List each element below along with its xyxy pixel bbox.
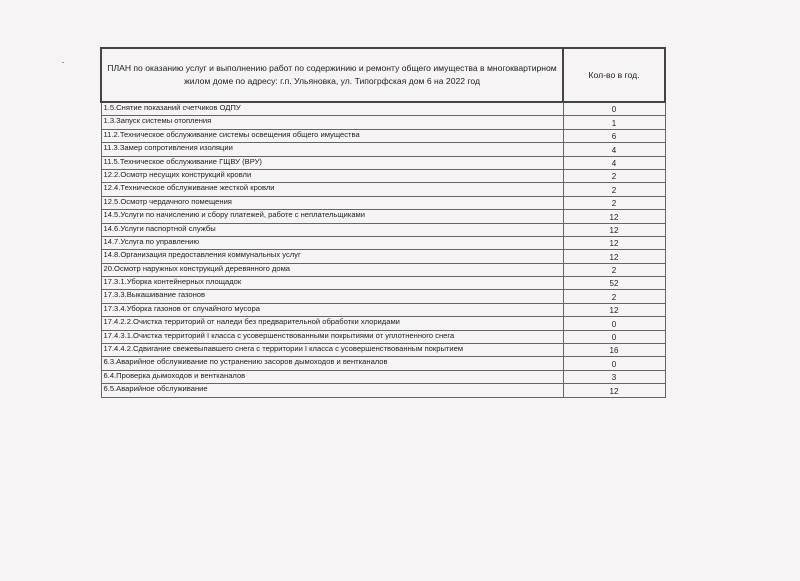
annual-count: 2 <box>563 169 665 182</box>
annual-count: 2 <box>563 183 665 196</box>
service-name: 17.3.4.Уборка газонов от случайного мусора <box>101 303 563 316</box>
service-name: 11.3.Замер сопротивления изоляции <box>101 143 563 156</box>
service-name: 14.5.Услуги по начислению и сбору платежей, работе с неплательщиками <box>101 210 563 223</box>
table-row <box>101 196 665 209</box>
scan-speck <box>62 62 64 63</box>
annual-count: 12 <box>563 384 665 397</box>
service-name: 11.2.Техническое обслуживание системы освещения общего имущества <box>101 129 563 142</box>
annual-count: 1 <box>563 116 665 129</box>
annual-count: 2 <box>563 290 665 303</box>
annual-count: 2 <box>563 263 665 276</box>
table-row <box>101 250 665 263</box>
service-name: 17.4.4.2.Сдвигание свежевыпавшего снега с территории I класса с усовершенствованным покрытием <box>101 344 563 357</box>
table-row <box>101 223 665 236</box>
service-name: 12.2.Осмотр несущих конструкций кровли <box>101 169 563 182</box>
annual-count: 12 <box>563 236 665 249</box>
table-row <box>101 317 665 330</box>
annual-count: 4 <box>563 143 665 156</box>
table-row <box>101 384 665 397</box>
service-name: 17.3.1.Уборка контейнерных площадок <box>101 277 563 290</box>
service-name: 17.4.3.1.Очистка территорий I класса с усовершенствованными покрытиями от уплотненного снега <box>101 330 563 343</box>
service-name: 11.5.Техническое обслуживание ГЩВУ (ВРУ) <box>101 156 563 169</box>
table-row <box>101 370 665 383</box>
service-name: 20.Осмотр наружных конструкций деревянного дома <box>101 263 563 276</box>
service-name: 14.8.Организация предоставления коммунальных услуг <box>101 250 563 263</box>
table-row <box>101 290 665 303</box>
service-name: 14.6.Услуги паспортной службы <box>101 223 563 236</box>
service-name: 17.3.3.Выкашивание газонов <box>101 290 563 303</box>
plan-table-body <box>101 102 665 397</box>
table-row <box>101 129 665 142</box>
annual-count: 52 <box>563 277 665 290</box>
plan-title: ПЛАН по оказанию услуг и выполнению работ по содержинию и ремонту общего имущества в многоквартирном жилом доме по адресу: г.п. Ульяновка, ул. Типогрфская дом 6 на 2022 год <box>101 48 563 102</box>
service-name: 14.7.Услуга по управлению <box>101 236 563 249</box>
table-row <box>101 183 665 196</box>
table-row <box>101 156 665 169</box>
service-name: 12.4.Техническое обслуживание жесткой кровли <box>101 183 563 196</box>
service-name: 12.5.Осмотр чердачного помещения <box>101 196 563 209</box>
table-row <box>101 210 665 223</box>
table-row <box>101 143 665 156</box>
annual-count: 0 <box>563 330 665 343</box>
service-name: 17.4.2.2.Очистка территорий от наледи без предварительной обработки хлоридами <box>101 317 563 330</box>
table-row <box>101 169 665 182</box>
table-row <box>101 236 665 249</box>
annual-count: 2 <box>563 196 665 209</box>
table-row <box>101 102 665 116</box>
service-name: 1.5.Снятие показаний счетчиков ОДПУ <box>101 102 563 116</box>
table-row <box>101 303 665 316</box>
annual-count: 12 <box>563 250 665 263</box>
annual-count: 0 <box>563 357 665 370</box>
service-name: 6.4.Проверка дымоходов и вентканалов <box>101 370 563 383</box>
count-column-header: Кол-во в год. <box>563 48 665 102</box>
table-row <box>101 116 665 129</box>
annual-count: 4 <box>563 156 665 169</box>
table-row <box>101 277 665 290</box>
table-row <box>101 344 665 357</box>
plan-table-wrapper <box>100 47 652 398</box>
annual-count: 12 <box>563 303 665 316</box>
annual-count: 3 <box>563 370 665 383</box>
plan-table <box>100 47 666 398</box>
annual-count: 0 <box>563 102 665 116</box>
annual-count: 12 <box>563 223 665 236</box>
table-row <box>101 263 665 276</box>
table-row <box>101 330 665 343</box>
service-name: 6.5.Аварийное обслуживание <box>101 384 563 397</box>
annual-count: 12 <box>563 210 665 223</box>
table-header-row <box>101 48 665 102</box>
annual-count: 16 <box>563 344 665 357</box>
annual-count: 6 <box>563 129 665 142</box>
annual-count: 0 <box>563 317 665 330</box>
table-row <box>101 357 665 370</box>
service-name: 1.3.Запуск системы отопления <box>101 116 563 129</box>
service-name: 6.3.Аварийное обслуживание по устранению засоров дымоходов и вентканалов <box>101 357 563 370</box>
